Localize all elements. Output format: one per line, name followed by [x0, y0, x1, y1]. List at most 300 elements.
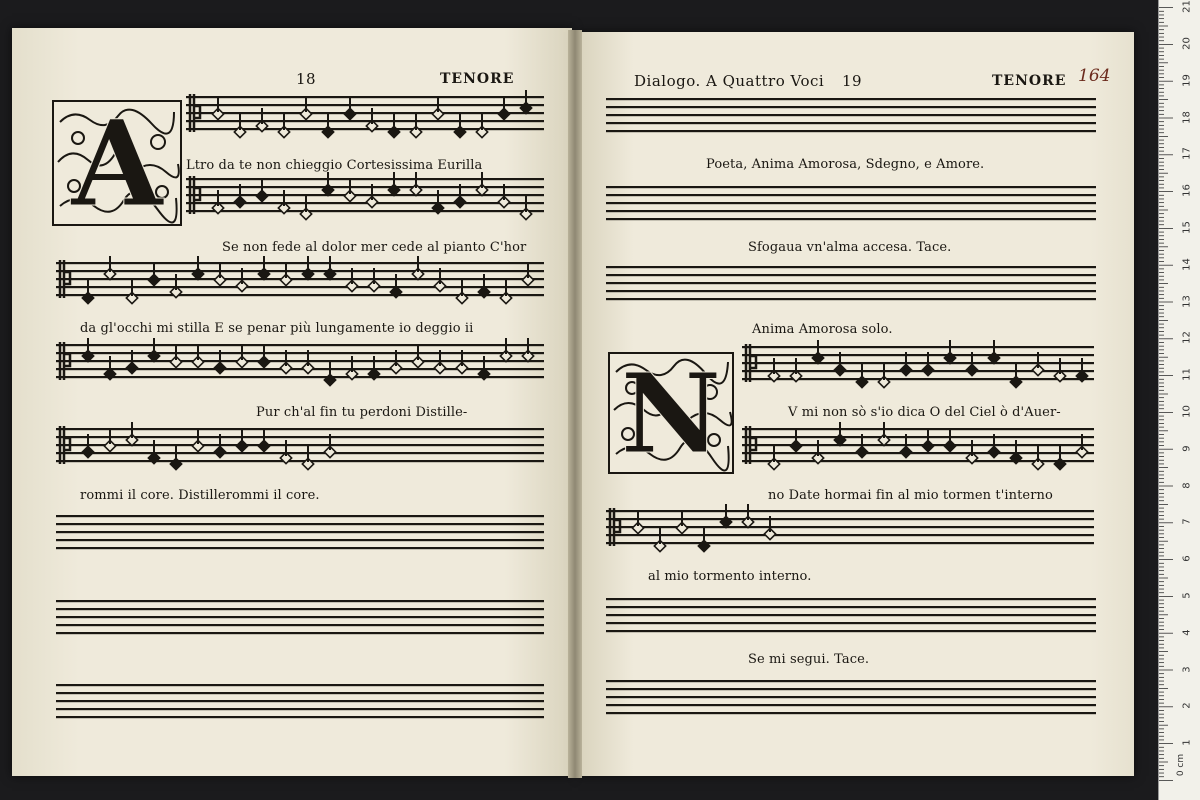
note-stem	[439, 268, 441, 284]
ruler-tick	[1159, 44, 1173, 45]
note-stem	[241, 268, 243, 284]
ruler-tick	[1159, 118, 1173, 119]
ruler-tick	[1159, 740, 1164, 741]
ruler-tick	[1159, 578, 1168, 579]
ruler-tick	[1159, 765, 1164, 766]
ruler-tick	[1159, 743, 1173, 744]
note-stem	[459, 184, 461, 200]
music-staff	[56, 420, 356, 480]
note-stem	[795, 428, 797, 444]
ruler-tick	[1159, 717, 1164, 718]
staff-line	[56, 531, 544, 533]
ruler-tick	[1159, 747, 1164, 748]
ruler-tick	[1159, 346, 1164, 347]
lyric-line: al mio tormento interno.	[648, 569, 812, 584]
ruler-number: 7	[1181, 518, 1193, 526]
ruler-tick	[1159, 84, 1164, 85]
ruler-tick	[1159, 154, 1173, 155]
note-stem	[527, 262, 529, 278]
ruler-tick	[1159, 316, 1164, 317]
note-stem	[87, 434, 89, 450]
ruler-tick	[1159, 239, 1164, 240]
note-stem	[417, 256, 419, 272]
music-staff	[794, 502, 1094, 562]
ruler-tick	[1159, 471, 1164, 472]
ruler-tick	[1159, 559, 1173, 560]
ruler-tick	[1159, 103, 1164, 104]
ruler-tick	[1159, 699, 1164, 700]
staff-line	[794, 510, 1094, 512]
ruler-tick	[1159, 11, 1164, 12]
ruler-tick	[1159, 375, 1173, 376]
note-stem	[773, 358, 775, 374]
ruler-tick	[1159, 585, 1164, 586]
ruler-tick	[1159, 622, 1164, 623]
note-stem	[175, 274, 177, 290]
ruler-tick	[1159, 618, 1164, 619]
note-stem	[263, 256, 265, 272]
ruler-tick	[1159, 625, 1164, 626]
staff-line	[186, 96, 544, 98]
ruler-tick	[1159, 165, 1164, 166]
ruler-tick	[1159, 692, 1164, 693]
lyric-line: Se non fede al dolor mer cede al pianto C'hor	[222, 240, 527, 255]
ruler-tick	[1159, 40, 1164, 41]
ruler-tick	[1159, 353, 1164, 354]
ruler-number: 2	[1181, 702, 1193, 710]
staff-line	[606, 688, 1096, 690]
note-stem	[307, 350, 309, 366]
ruler-tick	[1159, 129, 1164, 130]
staff-line	[606, 298, 1096, 300]
ruler-tick	[1159, 659, 1164, 660]
ruler-tick	[1159, 762, 1168, 763]
note-stem	[993, 340, 995, 356]
note-stem	[905, 352, 907, 368]
note-stem	[219, 434, 221, 450]
ruler-tick	[1159, 508, 1164, 509]
note-stem	[393, 114, 395, 130]
ruler-unit-label: 0 cm	[1176, 753, 1186, 777]
ruler-tick	[1159, 73, 1164, 74]
ruler-tick	[1159, 92, 1164, 93]
ruler-tick	[1159, 773, 1164, 774]
note-stem	[329, 362, 331, 378]
note-stem	[197, 428, 199, 444]
ruler-tick	[1159, 22, 1164, 23]
note-stem	[217, 190, 219, 206]
ruler-tick	[1159, 544, 1164, 545]
ruler-tick	[1159, 232, 1164, 233]
note-stem	[327, 172, 329, 188]
note-stem	[817, 440, 819, 456]
ruler-tick	[1159, 99, 1168, 100]
note-stem	[393, 172, 395, 188]
music-staff	[606, 672, 1096, 732]
ruler-tick	[1159, 331, 1164, 332]
note-stem	[307, 446, 309, 462]
ruler-tick	[1159, 710, 1164, 711]
note-stem	[839, 422, 841, 438]
note-stem	[351, 268, 353, 284]
note-stem	[437, 96, 439, 112]
note-stem	[525, 90, 527, 106]
ruler-tick	[1159, 136, 1168, 137]
note-stem	[239, 184, 241, 200]
staff-line	[56, 262, 544, 264]
staff-line	[56, 360, 544, 362]
note-stem	[329, 256, 331, 272]
ruler-tick	[1159, 243, 1164, 244]
note-stem	[109, 428, 111, 444]
ruler-tick	[1159, 298, 1164, 299]
ruler-tick	[1159, 397, 1164, 398]
note-stem	[285, 440, 287, 456]
ruler-tick	[1159, 246, 1168, 247]
note-stem	[883, 422, 885, 438]
ruler-tick	[1159, 228, 1173, 229]
ruler-tick	[1159, 493, 1164, 494]
ruler-tick	[1159, 445, 1164, 446]
note-stem	[283, 190, 285, 206]
ruler-tick	[1159, 324, 1164, 325]
ruler-tick	[1159, 313, 1164, 314]
staff-line	[606, 606, 1096, 608]
note-stem	[773, 446, 775, 462]
music-staff	[606, 90, 1096, 150]
ruler-tick	[1159, 320, 1168, 321]
staff-line	[794, 518, 1094, 520]
note-stem	[503, 184, 505, 200]
ruler-number: 11	[1181, 368, 1193, 382]
ruler-tick	[1159, 728, 1164, 729]
note-stem	[725, 504, 727, 520]
staff-line	[56, 278, 544, 280]
ruler-tick	[1159, 265, 1173, 266]
staff-line	[56, 600, 544, 602]
staff-line	[742, 428, 1094, 430]
note-stem	[351, 356, 353, 372]
note-stem	[373, 268, 375, 284]
staff-line	[742, 346, 1094, 348]
lyric-line: no Date hormai fin al mio tormen t'interno	[768, 488, 1053, 503]
ruler-tick	[1159, 15, 1164, 16]
ruler-tick	[1159, 611, 1164, 612]
note-stem	[239, 114, 241, 130]
music-staff	[742, 420, 1094, 480]
ruler-tick	[1159, 489, 1164, 490]
note-stem	[1037, 352, 1039, 368]
ruler-tick	[1159, 589, 1164, 590]
ruler-tick	[1159, 29, 1164, 30]
note-stem	[417, 344, 419, 360]
staff-line	[606, 614, 1096, 616]
note-stem	[769, 516, 771, 532]
ruler-number: 3	[1181, 665, 1193, 673]
ruler-tick	[1159, 776, 1164, 777]
ruler-number: 16	[1181, 184, 1193, 198]
note-stem	[87, 338, 89, 354]
ruler-tick	[1159, 541, 1168, 542]
ruler-tick	[1159, 721, 1164, 722]
scene-caption: Se mi segui. Tace.	[748, 652, 870, 667]
staff-line	[56, 716, 544, 718]
ruler-tick	[1159, 302, 1173, 303]
ruler-tick	[1159, 66, 1164, 67]
note-stem	[505, 338, 507, 354]
staff-line	[56, 352, 544, 354]
note-stem	[703, 528, 705, 544]
lyric-line: V mi non sò s'io dica O del Ciel ò d'Auer-	[788, 405, 1061, 420]
music-staff	[56, 254, 544, 314]
ruler-tick	[1159, 706, 1173, 707]
staff-line	[606, 274, 1096, 276]
staff-line	[606, 704, 1096, 706]
ruler-tick	[1159, 390, 1164, 391]
ruler-tick	[1159, 688, 1168, 689]
ruler-tick	[1159, 287, 1164, 288]
ruler-tick	[1159, 464, 1164, 465]
ruler-tick	[1159, 736, 1164, 737]
ruler-tick	[1159, 681, 1164, 682]
ruler-tick	[1159, 7, 1173, 8]
note-stem	[175, 446, 177, 462]
staff-line	[606, 210, 1096, 212]
ruler-tick	[1159, 309, 1164, 310]
ruler-tick	[1159, 188, 1164, 189]
ruler-tick	[1159, 533, 1164, 534]
ruler-tick	[1159, 600, 1164, 601]
note-stem	[305, 96, 307, 112]
note-stem	[415, 114, 417, 130]
ruler-tick	[1159, 217, 1164, 218]
ruler-tick	[1159, 280, 1164, 281]
ruler-tick	[1159, 62, 1168, 63]
ruler-tick	[1159, 59, 1164, 60]
note-stem	[131, 422, 133, 438]
ruler-tick	[1159, 114, 1164, 115]
ruler-tick	[1159, 143, 1164, 144]
music-staff	[56, 676, 544, 736]
ruler-tick	[1159, 96, 1164, 97]
staff-line	[606, 518, 794, 520]
staff-line	[56, 624, 544, 626]
note-stem	[1081, 434, 1083, 450]
lyric-line: rommi il core. Distillerommi il core.	[80, 488, 320, 503]
staff-line	[56, 376, 544, 378]
note-stem	[415, 172, 417, 188]
ruler-tick	[1159, 596, 1173, 597]
ruler-tick	[1159, 456, 1164, 457]
ruler-number: 15	[1181, 221, 1193, 234]
ruler-tick	[1159, 725, 1168, 726]
ruler-tick	[1159, 467, 1168, 468]
left-part-name: TENORE	[440, 71, 515, 87]
ruler-tick	[1159, 751, 1164, 752]
ruler-tick	[1159, 213, 1164, 214]
ruler-tick	[1159, 125, 1164, 126]
staff-line	[606, 630, 1096, 632]
note-stem	[395, 350, 397, 366]
ruler-tick	[1159, 55, 1164, 56]
lyric-line: Pur ch'al fin tu perdoni Distille-	[256, 405, 468, 420]
ruler-tick	[1159, 107, 1164, 108]
ruler-tick	[1159, 169, 1164, 170]
staff-line	[606, 130, 1096, 132]
ruler-tick	[1159, 441, 1164, 442]
ruler-number: 17	[1181, 147, 1193, 161]
note-stem	[459, 114, 461, 130]
staff-line	[56, 539, 544, 541]
ruler-tick	[1159, 570, 1164, 571]
note-stem	[439, 350, 441, 366]
note-stem	[1059, 446, 1061, 462]
note-stem	[861, 364, 863, 380]
ruler-tick	[1159, 552, 1164, 553]
ruler-tick	[1159, 714, 1164, 715]
staff-line	[606, 122, 1096, 124]
ruler-tick	[1159, 563, 1164, 564]
ruler-tick	[1159, 191, 1173, 192]
note-stem	[153, 338, 155, 354]
ruler-tick	[1159, 210, 1168, 211]
ruler-tick	[1159, 250, 1164, 251]
ruler-tick	[1159, 486, 1173, 487]
ruler-tick	[1159, 648, 1164, 649]
ruler-tick	[1159, 581, 1164, 582]
staff-line	[606, 202, 1096, 204]
ruler-number: 1	[1181, 739, 1193, 746]
note-stem	[637, 510, 639, 526]
ruler-tick	[1159, 349, 1164, 350]
note-stem	[461, 280, 463, 296]
ruler-number: 4	[1181, 629, 1193, 636]
ruler-tick	[1159, 257, 1164, 258]
staff-line	[56, 616, 544, 618]
staff-line	[56, 436, 356, 438]
note-stem	[481, 172, 483, 188]
note-stem	[1015, 364, 1017, 380]
right-part-name: TENORE	[992, 73, 1067, 89]
staff-line	[606, 266, 1096, 268]
note-stem	[261, 108, 263, 124]
ruler-tick	[1159, 497, 1164, 498]
ruler-number: 9	[1181, 445, 1193, 452]
ruler-tick	[1159, 537, 1164, 538]
scene-caption: Sfogaua vn'alma accesa. Tace.	[748, 240, 952, 255]
ruler-tick	[1159, 199, 1164, 200]
ruler-tick	[1159, 180, 1164, 181]
ruler-tick	[1159, 438, 1164, 439]
staff-line	[606, 186, 1096, 188]
ruler-tick	[1159, 419, 1164, 420]
book-gutter	[568, 30, 582, 778]
staff-line	[606, 696, 1096, 698]
note-stem	[527, 338, 529, 354]
staff-line	[56, 632, 544, 634]
note-stem	[1059, 358, 1061, 374]
ruler-tick	[1159, 670, 1173, 671]
ruler-tick	[1159, 475, 1164, 476]
ruler-tick	[1159, 655, 1164, 656]
ruler-tick	[1159, 482, 1164, 483]
initial-letter-a: A	[71, 100, 163, 226]
ruler-tick	[1159, 224, 1164, 225]
music-staff	[742, 338, 1094, 398]
staff-line	[186, 210, 544, 212]
staff-line	[742, 436, 1094, 438]
ruler-number: 6	[1181, 555, 1193, 562]
note-stem	[525, 196, 527, 212]
ruler-tick	[1159, 651, 1168, 652]
note-stem	[197, 344, 199, 360]
staff-line	[56, 608, 544, 610]
note-stem	[131, 350, 133, 366]
staff-line	[606, 712, 1096, 714]
note-stem	[483, 356, 485, 372]
ruler-tick	[1159, 629, 1164, 630]
ruler-tick	[1159, 500, 1164, 501]
note-stem	[219, 350, 221, 366]
staff-line	[606, 218, 1096, 220]
note-stem	[329, 434, 331, 450]
note-stem	[197, 256, 199, 272]
staff-line	[56, 444, 356, 446]
staff-line	[742, 452, 1094, 454]
staff-line	[56, 547, 544, 549]
ruler-tick	[1159, 515, 1164, 516]
ruler-tick	[1159, 77, 1164, 78]
lyric-line: Ltro da te non chieggio Cortesissima Eurilla	[186, 158, 483, 173]
decorated-initial-a	[52, 100, 182, 226]
ruler-tick	[1159, 206, 1164, 207]
ruler-tick	[1159, 140, 1164, 141]
staff-line	[356, 436, 544, 438]
ruler-tick	[1159, 173, 1168, 174]
ruler-tick	[1159, 754, 1164, 755]
scene-caption: Poeta, Anima Amorosa, Sdegno, e Amore.	[706, 157, 985, 172]
note-stem	[993, 434, 995, 450]
ruler-tick	[1159, 276, 1164, 277]
ruler-tick	[1159, 151, 1164, 152]
ruler-tick	[1159, 478, 1164, 479]
ruler-tick	[1159, 522, 1173, 523]
ruler-tick	[1159, 427, 1164, 428]
ruler-tick	[1159, 574, 1164, 575]
staff-line	[606, 290, 1096, 292]
note-stem	[109, 256, 111, 272]
ruler-tick	[1159, 360, 1164, 361]
ruler-tick	[1159, 412, 1173, 413]
ruler-number: 10	[1181, 405, 1193, 418]
staff-line	[606, 282, 1096, 284]
ruler-tick	[1159, 394, 1168, 395]
note-stem	[971, 440, 973, 456]
ruler-number: 8	[1181, 481, 1193, 489]
ruler-tick	[1159, 603, 1164, 604]
staff-line	[56, 286, 544, 288]
ruler-tick	[1159, 383, 1164, 384]
staff-line	[56, 692, 544, 694]
note-stem	[285, 350, 287, 366]
note-stem	[283, 114, 285, 130]
note-stem	[1081, 358, 1083, 374]
ruler-tick	[1159, 405, 1164, 406]
ruler-tick	[1159, 511, 1164, 512]
ruler-tick	[1159, 695, 1164, 696]
ruler-tick	[1159, 673, 1164, 674]
handwritten-folio-number: 164	[1078, 66, 1111, 86]
